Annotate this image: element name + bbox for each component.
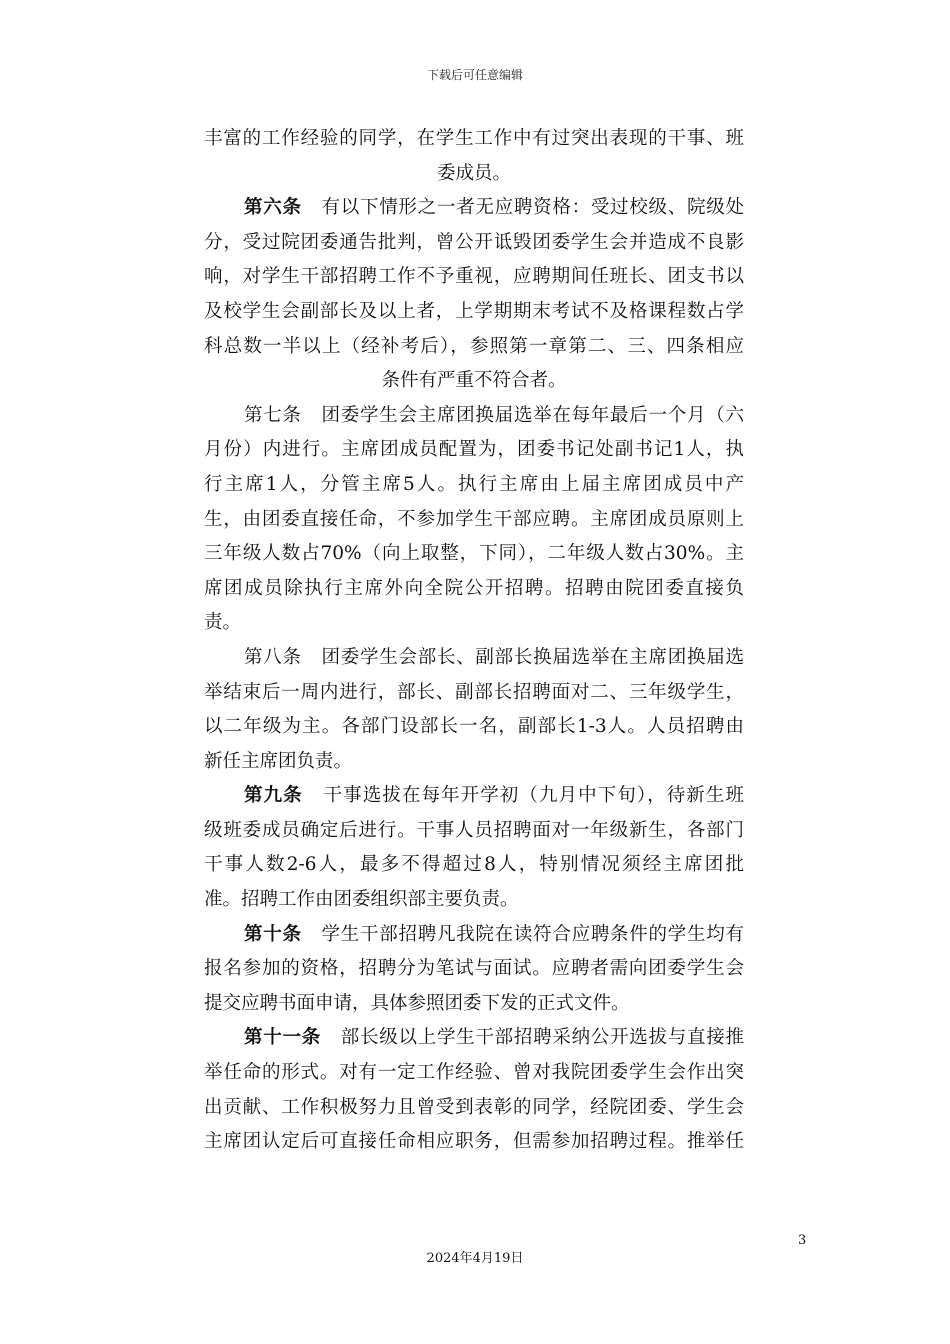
article-title: 第六条 (244, 197, 302, 219)
text-line: 丰富的工作经验的同学，在学生工作中有过突出表现的干事、班 (204, 128, 744, 149)
text-line: 分，受过院团委通告批判，曾公开诋毁团委学生会并造成不良影 (204, 231, 744, 253)
document-body (204, 122, 744, 1160)
article-title: 第九条 (244, 785, 303, 807)
article-text: 学生干部招聘凡我院在读符合应聘条件的学生均有 (321, 923, 744, 945)
article-9 (204, 779, 744, 917)
text-line: 主席团认定后可直接任命相应职务，但需参加招聘过程。推举任 (204, 1131, 744, 1153)
page-footer-date: 2024年4月19日 (426, 1251, 524, 1266)
article-text: 有以下情形之一者无应聘资格：受过校级、院级处 (321, 197, 744, 219)
text-line: 行主席1人，分管主席5人。执行主席由上届主席团成员中产 (204, 473, 744, 495)
text-line: 条件有严重不符合者。 (381, 370, 567, 392)
text-line: 席团成员除执行主席外向全院公开招聘。招聘由院团委直接负 (204, 577, 744, 599)
text-line: 级班委成员确定后进行。干事人员招聘面对一年级新生，各部门 (204, 819, 744, 841)
text-line (204, 641, 744, 676)
text-line: 举结束后一周内进行，部长、副部长招聘面对二、三年级学生， (204, 681, 744, 703)
article-title: 第八条 (244, 646, 302, 668)
article-6 (204, 191, 744, 399)
text-line: 干事人数2-6人，最多不得超过8人，特别情况须经主席团批 (204, 854, 744, 876)
text-line: 科总数一半以上（经补考后），参照第一章第二、三、四条相应 (204, 335, 744, 357)
article-11 (204, 1021, 744, 1159)
text-line: 月份）内进行。主席团成员配置为，团委书记处副书记1人，执 (204, 439, 744, 461)
page-number: 3 (798, 1233, 807, 1248)
text-line: 提交应聘书面申请，具体参照团委下发的正式文件。 (204, 992, 630, 1014)
text-line: 委成员。 (436, 162, 511, 184)
article-title: 第七条 (244, 404, 302, 426)
text-line: 响，对学生干部招聘工作不予重视，应聘期间任班长、团支书以 (204, 266, 744, 288)
text-line: 举任命的形式。对有一定工作经验、曾对我院团委学生会作出突 (204, 1062, 744, 1084)
text-line: 以二年级为主。各部门设部长一名，副部长1-3人。人员招聘由 (204, 716, 744, 738)
article-title: 第十条 (244, 923, 302, 945)
text-line (204, 1021, 744, 1056)
text-line: 及校学生会副部长及以上者，上学期期末考试不及格课程数占学 (204, 300, 744, 322)
text-line (204, 399, 744, 434)
text-line (204, 918, 744, 953)
article-7 (204, 399, 744, 641)
page-header: 下载后可任意编辑 (426, 68, 523, 82)
text-line (204, 191, 744, 226)
article-text: 干事选拔在每年开学初（九月中下旬），待新生班 (323, 785, 744, 807)
article-text: 团委学生会部长、副部长换届选举在主席团换届选 (321, 646, 744, 668)
text-line: 责。 (204, 612, 242, 634)
text-line (204, 779, 744, 814)
text-line: 三年级人数占70%（向上取整，下同），二年级人数占30%。主 (204, 543, 744, 565)
text-line: 出贡献、工作积极努力且曾受到表彰的同学，经院团委、学生会 (204, 1096, 744, 1118)
text-line: 报名参加的资格，招聘分为笔试与面试。应聘者需向团委学生会 (204, 958, 744, 980)
article-10 (204, 918, 744, 1022)
article-8 (204, 641, 744, 779)
article-text: 团委学生会主席团换届选举在每年最后一个月（六 (321, 404, 744, 426)
text-line: 准。招聘工作由团委组织部主要负责。 (204, 889, 519, 911)
text-line: 新任主席团负责。 (204, 750, 353, 772)
article-title: 第十一条 (244, 1027, 321, 1049)
article-text: 部长级以上学生干部招聘采纳公开选拔与直接推 (340, 1027, 744, 1049)
text-line: 生，由团委直接任命，不参加学生干部应聘。主席团成员原则上 (204, 508, 744, 530)
paragraph-intro (204, 122, 744, 191)
